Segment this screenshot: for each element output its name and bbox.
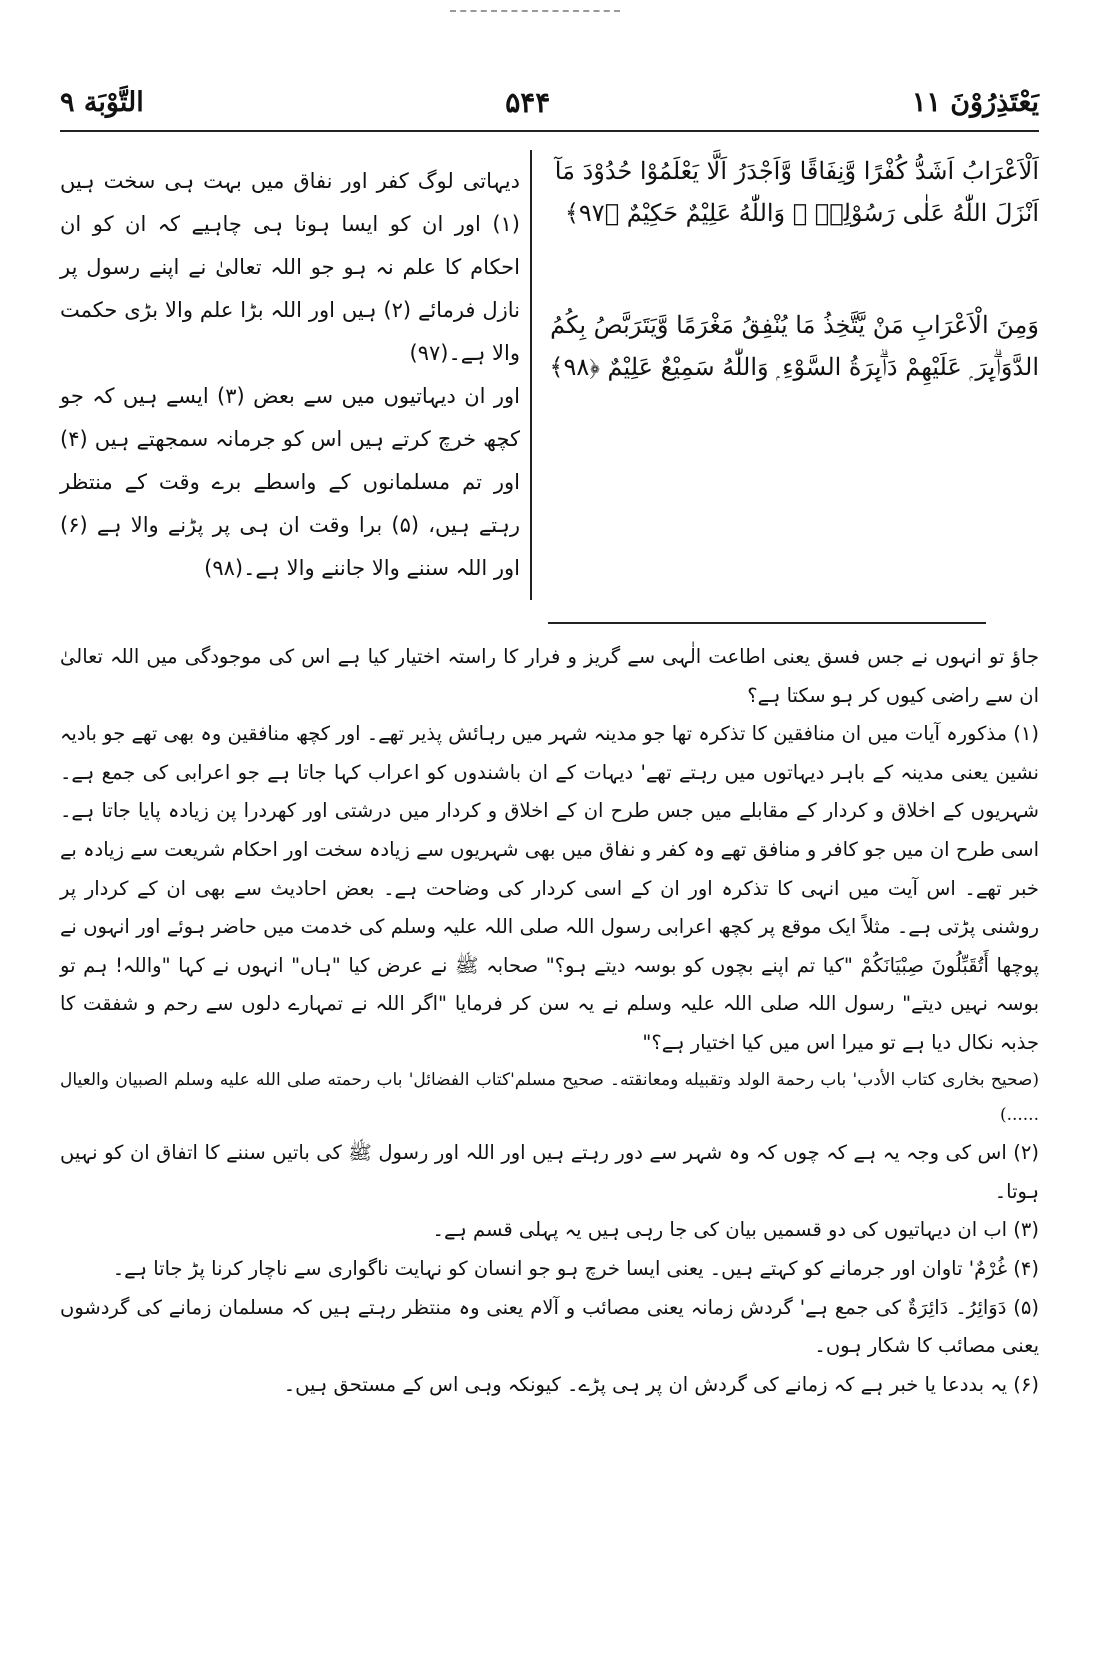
translation-verse-98: اور ان دیہاتیوں میں سے بعض (۳) ایسے ہیں کہ جو کچھ خرچ کرتے ہیں اس کو جرمانہ سمجھتے ہیں (۴) اور تم مسلمانوں کے واسطے برے وقت کے منتظر رہتے ہیں، (۵) برا وقت ان ہی پر پڑنے والا ہے (۶) اور اللہ سننے والا جاننے والا ہے۔(۹۸) [60, 384, 520, 581]
arabic-text-column [519, 150, 1039, 458]
footnote-rule [548, 622, 986, 624]
commentary-notes [60, 638, 1039, 1404]
top-dash-line [450, 10, 620, 12]
surah-runner: التَّوْبَة ٩ [60, 86, 144, 118]
note-continuation: جاؤ تو انہوں نے جس فسق یعنی اطاعت الٰہی سے گریز و فرار کا راستہ اختیار کیا ہے اس کی موجودگی میں اللہ تعالیٰ ان سے راضی کیوں کر ہو سکتا ہے؟ [60, 645, 1039, 707]
header-rule [60, 130, 1039, 132]
translation-verse-97: دیہاتی لوگ کفر اور نفاق میں بہت ہی سخت ہیں (۱) اور ان کو ایسا ہونا ہی چاہیے کہ ان کو ان احکام کا علم نہ ہو جو اللہ تعالیٰ نے اپنے رسول پر نازل فرمائے (۲) ہیں اور اللہ بڑا علم والا بڑی حکمت والا ہے۔(۹۷) [60, 169, 521, 366]
note-1-source: (صحيح بخاری كتاب الأدب' باب رحمة الولد وتقبيله ومعانقته۔ صحيح مسلم'كتاب الفضائل' باب رحمته صلى الله عليه وسلم الصبيان والعيال ......) [60, 1069, 1039, 1126]
note-5: (۵) دَوَائِرُ۔ دَائِرَةٌ کی جمع ہے' گردش زمانہ یعنی مصائب و آلام یعنی وہ منتظر رہتے ہیں کہ مسلمان زمانے کی گردشوں یعنی مصائب کا شکار ہوں۔ [60, 1295, 1039, 1358]
arabic-verse-98: وَمِنَ الْاَعْرَابِ مَنْ يَّتَّخِذُ مَا يُنْفِقُ مَغْرَمًا وَّيَتَرَبَّصُ بِكُمُ الدَّوَاۗىِٕرَ ۭ عَلَيْهِمْ دَاۗىِٕرَةُ السَّوْءِ ۭ وَاللّٰهُ سَمِيْعٌ عَلِيْمٌ ﴿٩٨﴾ [549, 311, 1039, 381]
note-6: (۶) یہ بددعا یا خبر ہے کہ زمانے کی گردش ان پر ہی پڑے۔ کیونکہ وہی اس کے مستحق ہیں۔ [283, 1372, 1039, 1396]
note-1: (۱) مذکورہ آیات میں ان منافقین کا تذکرہ تھا جو مدینہ شہر میں رہائش پذیر تھے۔ اور کچھ منافقین وہ بھی تھے جو بادیہ نشین یعنی مدینہ کے باہر دیہاتوں میں رہتے تھے' دیہات کے ان باشندوں کو اعراب کہا جاتا ہے جو اعرابی کی جمع ہے۔ شہریوں کے اخلاق و کردار کے مقابلے میں جس طرح ان کے اخلاق و کردار میں درشتی اور کھردرا پن زیادہ پایا جاتا ہے۔ اسی طرح ان میں جو کافر و منافق تھے وہ کفر و نفاق میں بھی شہریوں سے زیادہ سخت اور احکام شریعت سے زیادہ بے خبر تھے۔ اس آیت میں انہی کا تذکرہ اور ان کے اسی کردار کی وضاحت ہے۔ بعض احادیث سے بھی ان کے کردار پر روشنی پڑتی ہے۔ مثلاً ایک موقع پر کچھ اعرابی رسول اللہ صلی اللہ علیہ وسلم کی خدمت میں حاضر ہوئے اور انہوں نے پوچھا أَتُقَبِّلُونَ صِبْيَانَكُمْ "کیا تم اپنے بچوں کو بوسہ دیتے ہو؟" صحابہ ﷺ نے عرض کیا "ہاں" انہوں نے کہا "واللہ! ہم تو بوسہ نہیں دیتے" رسول اللہ صلی اللہ علیہ وسلم نے یہ سن کر فرمایا "اگر اللہ نے تمہارے دلوں سے رحم و شفقت کا جذبہ نکال دیا ہے تو میرا اس میں کیا اختیار ہے؟" [60, 722, 1039, 1055]
page-header [60, 78, 1039, 126]
note-2: (۲) اس کی وجہ یہ ہے کہ چوں کہ وہ شہر سے دور رہتے ہیں اور اللہ اور رسول ﷺ کی باتیں سننے کا اتفاق ان کو نہیں ہوتا۔ [60, 1141, 1039, 1203]
column-divider [530, 150, 532, 600]
note-4: (۴) غُرْمٌ' تاوان اور جرمانے کو کہتے ہیں۔ یعنی ایسا خرچ ہو جو انسان کو نہایت ناگواری سے ناچار کرنا پڑ جاتا ہے۔ [112, 1256, 1039, 1280]
urdu-translation-column [60, 160, 520, 590]
verse-columns [60, 140, 1039, 610]
note-3: (۳) اب ان دیہاتیوں کی دو قسمیں بیان کی جا رہی ہیں یہ پہلی قسم ہے۔ [432, 1218, 1039, 1242]
page-number: ۵۴۴ [505, 85, 551, 119]
juz-runner: يَعْتَذِرُوْنَ ١١ [911, 86, 1039, 118]
arabic-verse-97: اَلْاَعْرَابُ اَشَدُّ كُفْرًا وَّنِفَاقًا وَّاَجْدَرُ اَلَّا يَعْلَمُوْا حُدُوْدَ مَآ اَنْزَلَ اللّٰهُ عَلٰى رَسُوْلِهٖ ۭ وَاللّٰهُ عَلِيْمٌ حَكِيْمٌ ﴿٩٧﴾ [554, 157, 1039, 227]
